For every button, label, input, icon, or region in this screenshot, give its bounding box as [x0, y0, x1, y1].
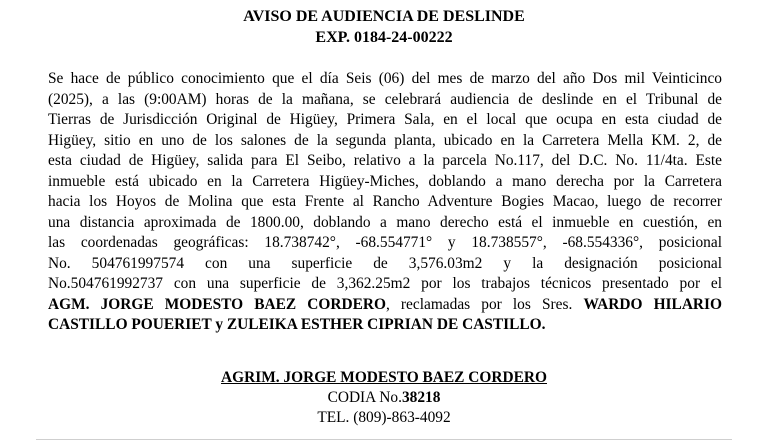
notice-title: AVISO DE AUDIENCIA DE DESLINDE [243, 8, 525, 25]
surveyor-name: AGM. JORGE MODESTO BAEZ CORDERO [48, 295, 386, 313]
signature-telephone: TEL. (809)-863-4092 [317, 409, 451, 426]
body-line: Se hace de público conocimiento que el día Seis (06) del mes de marzo del año Dos mil Veinticinco [48, 70, 722, 87]
claimants-part-1: WARDO HILARIO [583, 295, 723, 313]
body-line: inmueble está ubicado en la Carretera Higüey-Miches, doblando a mano derecha por la Carretera [48, 172, 722, 190]
expediente-number: EXP. 0184-24-00222 [315, 29, 453, 46]
body-line-claimants [48, 315, 722, 336]
codia-number: 38218 [401, 389, 441, 406]
bottom-divider [36, 439, 732, 440]
body-line: esta ciudad de Higüey, salida para El Seibo, relativo a la parcela No.117, del D.C. No. 11/4ta. Este [48, 152, 722, 169]
body-line: hacia los Hoyos de Molina que esta Frente al Rancho Adventure Bogies Macao, luego de recorrer [48, 193, 722, 210]
signature-name: AGRIM. JORGE MODESTO BAEZ CORDERO [221, 369, 547, 386]
body-line: No.504761992737 con una superficie de 3,362.25m2 por los trabajos técnicos presentado por el [48, 275, 722, 292]
body-line: las coordenadas geográficas: 18.738742°, -68.554771° y 18.738557°, -68.554336°, posicional [48, 234, 722, 251]
body-line: No. 504761997574 con una superficie de 3,576.03m2 y la designación posicional [48, 254, 722, 272]
codia-label: CODIA No. [327, 389, 402, 406]
claimed-by-text: , reclamadas por los Sres. [385, 295, 584, 313]
body-line-surveyor [48, 295, 722, 316]
body-line: Tierras de Jurisdicción Original de Higüey, Primera Sala, en el local que ocupa en esta ciudad de [48, 111, 722, 128]
signature-codia [0, 388, 768, 408]
claimants-part-2: CASTILLO POUERIET y ZULEIKA ESTHER CIPRIAN DE CASTILLO. [48, 316, 546, 333]
body-line: (2025), a las (9:00AM) horas de la mañana, se celebrará audiencia de deslinde en el Tribunal de [48, 90, 722, 108]
body-line: una distancia aproximada de 1800.00, doblando a mano derecho está el inmueble en cuestión, en [48, 213, 722, 231]
body-line: Higüey, sitio en uno de los salones de la segunda planta, ubicado en la Carretera Mella KM. 2, de [48, 131, 722, 149]
notice-body [48, 69, 722, 336]
